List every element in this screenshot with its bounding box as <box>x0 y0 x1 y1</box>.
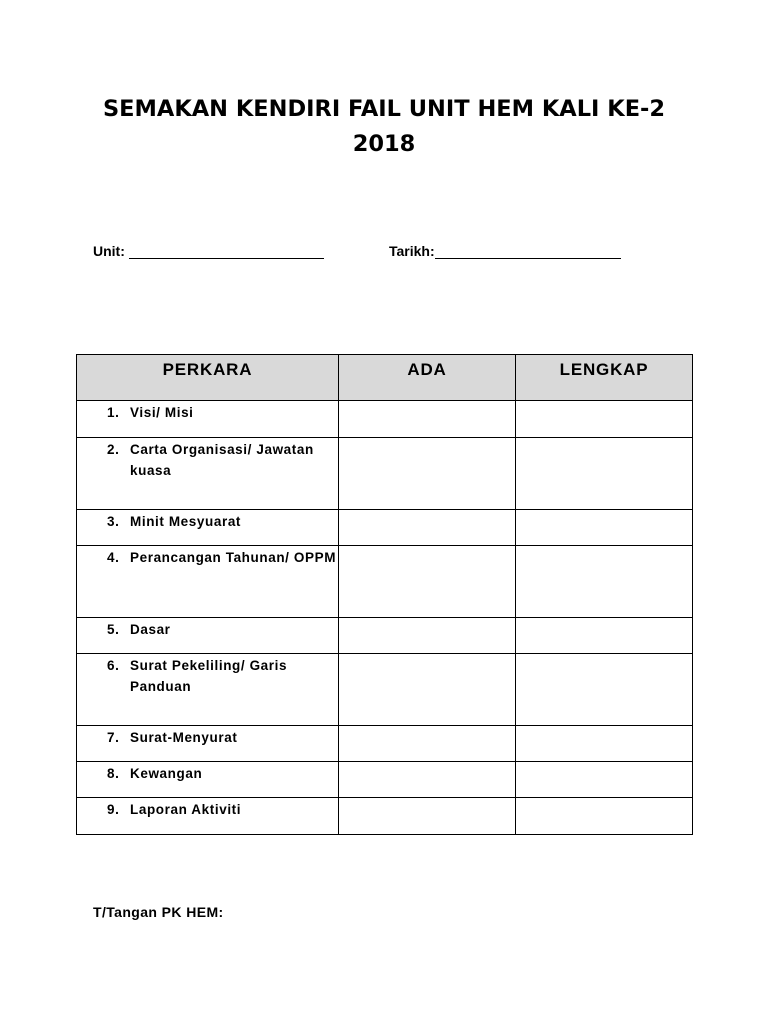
lengkap-cell[interactable] <box>516 726 693 762</box>
ada-cell[interactable] <box>339 654 516 726</box>
table-header-row <box>77 355 693 401</box>
ada-cell[interactable] <box>339 726 516 762</box>
unit-field[interactable] <box>93 243 324 259</box>
item-number: 1. <box>107 405 120 420</box>
title-line-2: 2018 <box>352 131 416 157</box>
table-row <box>77 762 693 798</box>
item-text: Perancangan Tahunan/ OPPM <box>130 550 337 565</box>
lengkap-cell[interactable] <box>516 798 693 835</box>
table-row <box>77 401 693 438</box>
item-number: 7. <box>107 730 120 745</box>
item-text: Laporan Aktiviti <box>130 802 242 817</box>
perkara-cell <box>77 798 339 835</box>
item-text: Kewangan <box>130 766 203 781</box>
title-line-1: SEMAKAN KENDIRI FAIL UNIT HEM KALI KE-2 <box>102 96 666 122</box>
ada-cell[interactable] <box>339 546 516 618</box>
item-text: Carta Organisasi/ Jawatan kuasa <box>130 442 314 478</box>
header-ada: ADA <box>339 355 516 401</box>
lengkap-cell[interactable] <box>516 510 693 546</box>
ada-cell[interactable] <box>339 510 516 546</box>
table-row <box>77 798 693 835</box>
header-lengkap: LENGKAP <box>516 355 693 401</box>
header-perkara: PERKARA <box>77 355 339 401</box>
unit-blank-line[interactable] <box>129 244 324 259</box>
table-row <box>77 654 693 726</box>
signature-label: T/Tangan PK HEM: <box>93 904 224 920</box>
form-fields <box>93 243 693 263</box>
table-row <box>77 618 693 654</box>
table-row <box>77 438 693 510</box>
item-text: Surat-Menyurat <box>130 730 238 745</box>
perkara-cell <box>77 762 339 798</box>
perkara-cell <box>77 438 339 510</box>
tarikh-field[interactable] <box>389 243 621 259</box>
tarikh-label: Tarikh: <box>389 243 435 259</box>
table-row <box>77 546 693 618</box>
item-number: 6. <box>107 658 120 673</box>
document-title <box>60 92 708 162</box>
ada-cell[interactable] <box>339 618 516 654</box>
ada-cell[interactable] <box>339 438 516 510</box>
unit-label: Unit: <box>93 243 125 259</box>
perkara-cell <box>77 401 339 438</box>
ada-cell[interactable] <box>339 762 516 798</box>
perkara-cell <box>77 726 339 762</box>
ada-cell[interactable] <box>339 401 516 438</box>
perkara-cell <box>77 510 339 546</box>
item-number: 8. <box>107 766 120 781</box>
item-number: 9. <box>107 802 120 817</box>
lengkap-cell[interactable] <box>516 546 693 618</box>
lengkap-cell[interactable] <box>516 762 693 798</box>
tarikh-blank-line[interactable] <box>435 244 621 259</box>
perkara-cell <box>77 654 339 726</box>
ada-cell[interactable] <box>339 798 516 835</box>
item-number: 4. <box>107 550 120 565</box>
item-number: 2. <box>107 442 120 457</box>
item-text: Visi/ Misi <box>130 405 194 420</box>
item-number: 3. <box>107 514 120 529</box>
checklist-table <box>76 354 693 835</box>
table-row <box>77 726 693 762</box>
table-row <box>77 510 693 546</box>
perkara-cell <box>77 618 339 654</box>
item-text: Surat Pekeliling/ Garis Panduan <box>130 658 288 694</box>
item-text: Minit Mesyuarat <box>130 514 242 529</box>
perkara-cell <box>77 546 339 618</box>
lengkap-cell[interactable] <box>516 654 693 726</box>
item-text: Dasar <box>130 622 171 637</box>
lengkap-cell[interactable] <box>516 438 693 510</box>
item-number: 5. <box>107 622 120 637</box>
lengkap-cell[interactable] <box>516 618 693 654</box>
lengkap-cell[interactable] <box>516 401 693 438</box>
